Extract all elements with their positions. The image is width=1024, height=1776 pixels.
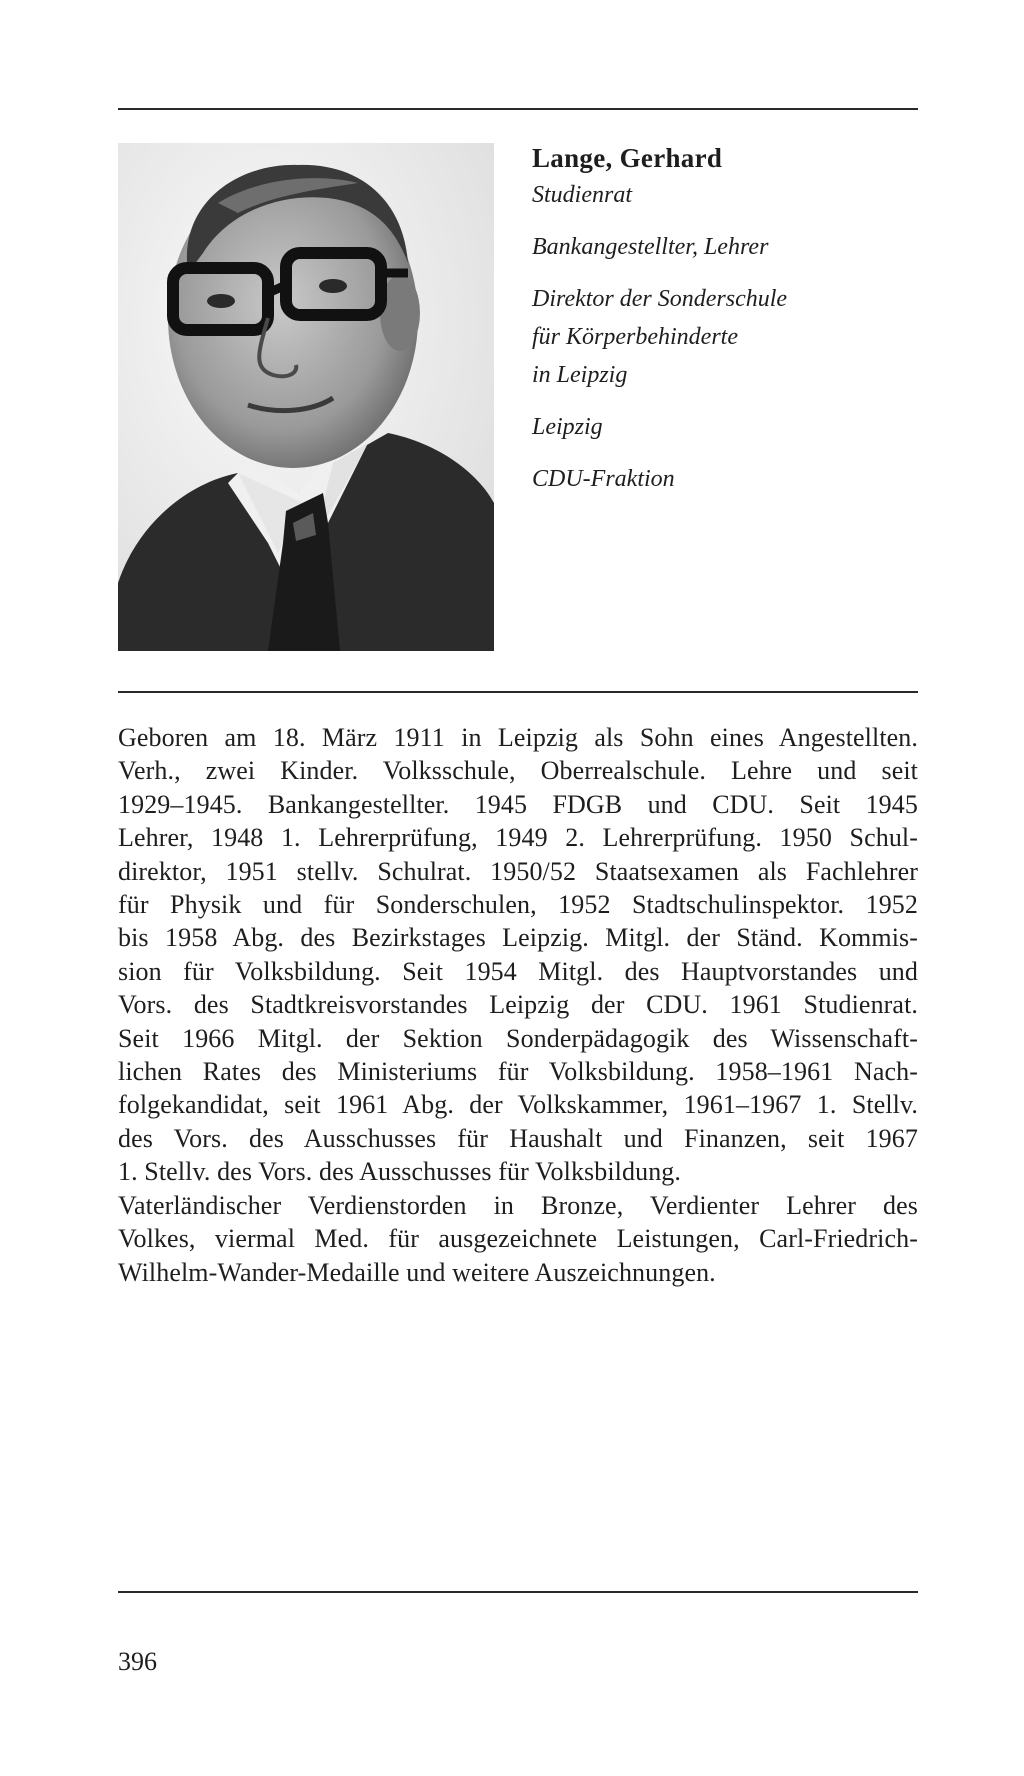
- portrait-photo: [118, 143, 494, 651]
- biography-line: folgekandidat, seit 1961 Abg. der Volkskammer, 1961–1967 1. Stellv.: [118, 1090, 918, 1120]
- entry-name: Lange, Gerhard: [532, 143, 723, 173]
- entry-title: Studienrat: [532, 182, 632, 208]
- biography-line: direktor, 1951 stellv. Schulrat. 1950/52 Staatsexamen als Fachlehrer: [118, 856, 918, 886]
- biography-line: 1. Stellv. des Vors. des Ausschusses für Volksbildung.: [118, 1157, 682, 1187]
- biography-line: Vaterländischer Verdienstorden in Bronze, Verdienter Lehrer des: [118, 1190, 918, 1220]
- biography-line: des Vors. des Ausschusses für Haushalt und Finanzen, seit 1967: [118, 1123, 918, 1153]
- page-number: 396: [118, 1647, 157, 1676]
- entry-position-line: für Körperbehinderte: [532, 324, 738, 350]
- biography-line: Volkes, viermal Med. für ausgezeichnete Leistungen, Carl-Friedrich-: [118, 1224, 918, 1254]
- biography-line: lichen Rates des Ministeriums für Volksbildung. 1958–1961 Nach-: [118, 1057, 918, 1087]
- biography-line: für Physik und für Sonderschulen, 1952 Stadtschulinspektor. 1952: [118, 890, 918, 920]
- top-divider: [118, 108, 918, 110]
- entry-occupation: Bankangestellter, Lehrer: [532, 234, 769, 260]
- entry-faction: CDU-Fraktion: [532, 466, 675, 492]
- entry-position-line: in Leipzig: [532, 362, 628, 388]
- middle-divider: [118, 691, 918, 693]
- biography-text: [118, 721, 918, 1289]
- entry-header: [532, 140, 922, 498]
- biography-line: Wilhelm-Wander-Medaille und weitere Auszeichnungen.: [118, 1257, 716, 1287]
- biography-line: bis 1958 Abg. des Bezirkstages Leipzig. Mitgl. der Ständ. Kommis-: [118, 923, 918, 953]
- biography-line: Seit 1966 Mitgl. der Sektion Sonderpädagogik des Wissenschaft-: [118, 1023, 918, 1053]
- biography-line: Verh., zwei Kinder. Volksschule, Oberrealschule. Lehre und seit: [118, 756, 918, 786]
- biography-line: Vors. des Stadtkreisvorstandes Leipzig der CDU. 1961 Studienrat.: [118, 990, 918, 1020]
- entry-position-line: Direktor der Sonderschule: [532, 286, 788, 312]
- biography-line: sion für Volksbildung. Seit 1954 Mitgl. des Hauptvorstandes und: [118, 956, 918, 986]
- biography-line: Geboren am 18. März 1911 in Leipzig als Sohn eines Angestellten.: [118, 723, 918, 752]
- biography-line: Lehrer, 1948 1. Lehrerprüfung, 1949 2. Lehrerprüfung. 1950 Schul-: [118, 823, 918, 853]
- biography-line: 1929–1945. Bankangestellter. 1945 FDGB und CDU. Seit 1945: [118, 789, 918, 819]
- bottom-divider: [118, 1591, 918, 1593]
- entry-constituency: Leipzig: [532, 414, 603, 440]
